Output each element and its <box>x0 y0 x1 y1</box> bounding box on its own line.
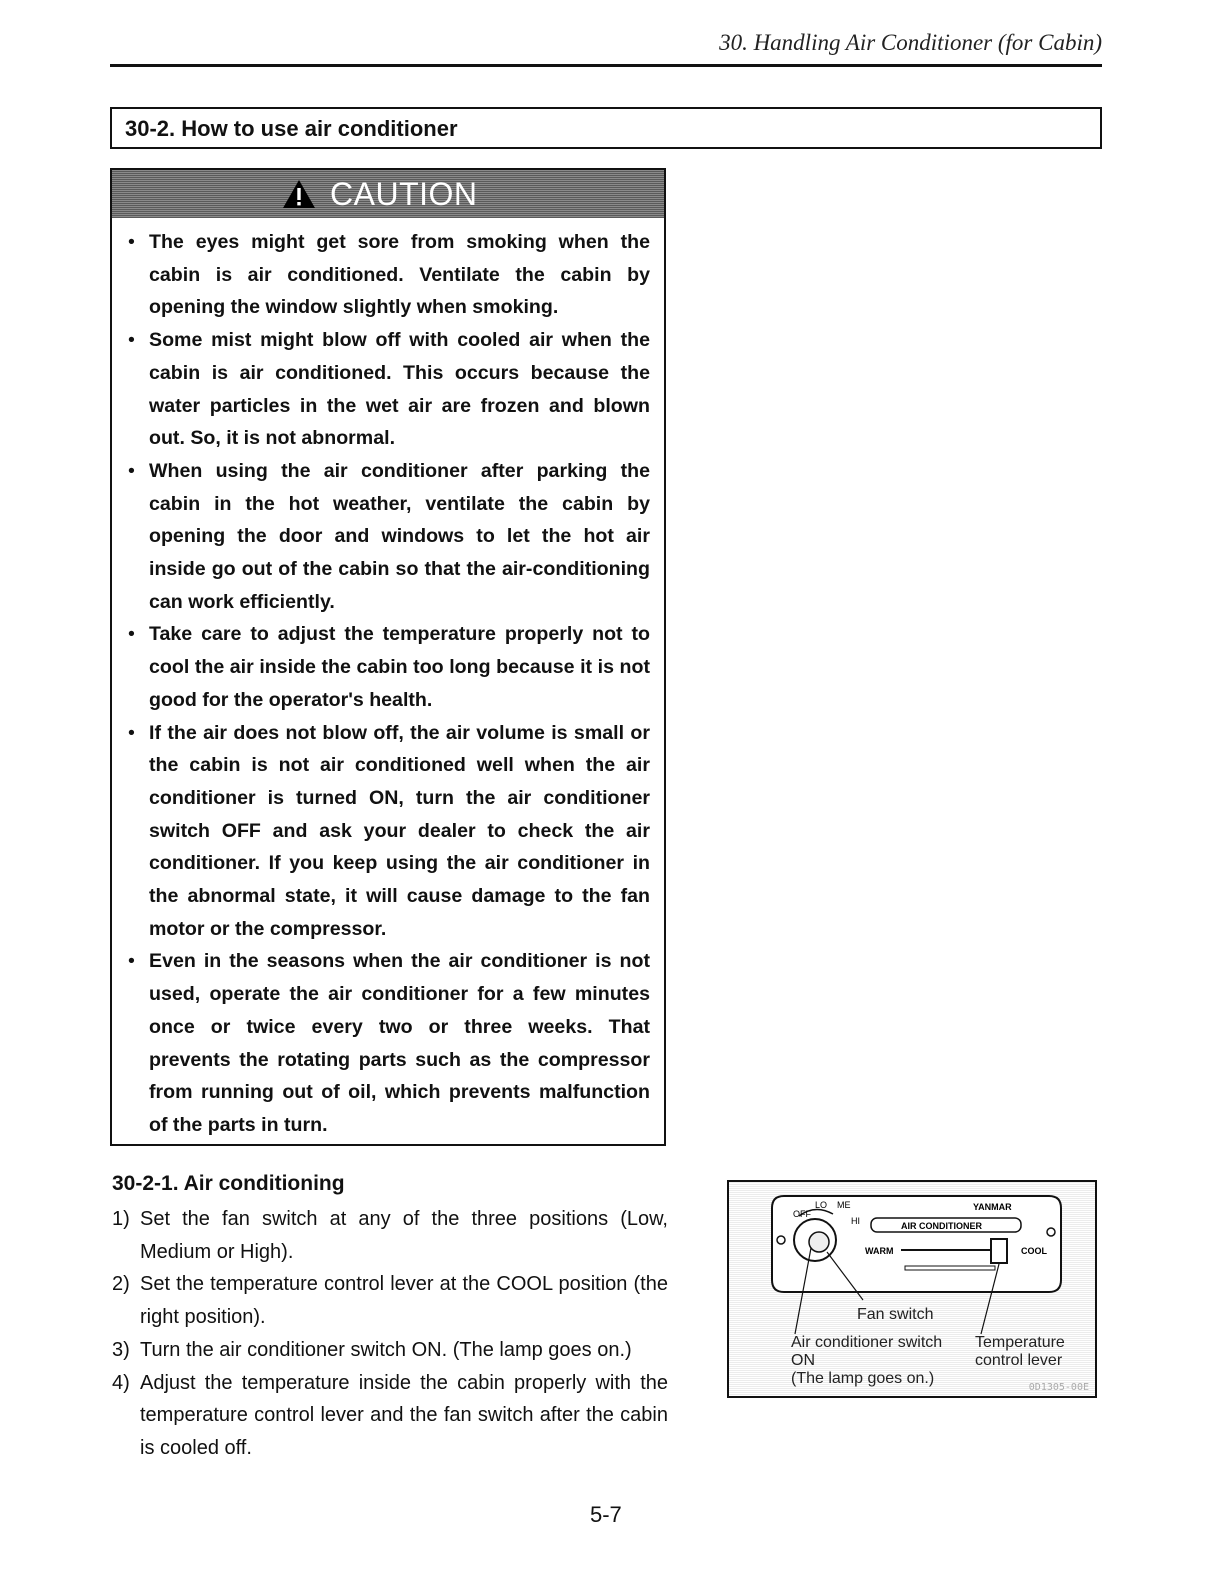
step-number: 3) <box>112 1338 130 1361</box>
page-number: 5-7 <box>590 1502 622 1527</box>
caution-item <box>128 226 650 324</box>
caution-item <box>128 455 650 619</box>
lever-slot <box>905 1266 995 1270</box>
panel-label-me: ME <box>837 1200 851 1210</box>
caution-band <box>112 170 664 218</box>
subsection-title: 30-2-1. Air conditioning <box>112 1172 345 1195</box>
ac-switch-label-line2: ON <box>791 1352 815 1369</box>
bullet-icon: • <box>128 721 135 744</box>
step-item <box>112 1203 668 1268</box>
step-text: Set the fan switch at any of the three positions (Low, Medium or High). <box>140 1208 668 1263</box>
caution-heading <box>282 173 478 215</box>
panel-label-hi: HI <box>851 1216 860 1226</box>
step-item <box>112 1268 668 1333</box>
panel-ac-label: AIR CONDITIONER <box>901 1221 982 1231</box>
panel-warm-label: WARM <box>865 1246 894 1256</box>
temperature-lever <box>991 1239 1007 1263</box>
section-title: 30-2. How to use air conditioner <box>125 116 458 141</box>
temperature-lever-label-line2: control lever <box>975 1352 1063 1369</box>
step-number: 4) <box>112 1371 130 1394</box>
control-panel-figure <box>727 1180 1097 1398</box>
caution-box <box>110 168 666 1146</box>
step-number: 2) <box>112 1273 130 1296</box>
section-heading-box <box>110 107 1102 149</box>
caution-item <box>128 618 650 716</box>
caution-item-text: Take care to adjust the temperature properly not to cool the air inside the cabin too long because it is not good for the operator's health. <box>149 623 650 711</box>
caution-item <box>128 717 650 946</box>
ac-switch-label <box>791 1334 942 1388</box>
caution-item <box>128 945 650 1141</box>
bullet-icon: • <box>128 459 135 482</box>
fan-switch-label: Fan switch <box>857 1306 934 1323</box>
caution-item-text: Even in the seasons when the air conditioner is not used, operate the air conditioner for a few minutes once or twice every two or three weeks. That prevents the rotating parts such as the compressor from running out of oil, which prevents malfunction of the parts in turn. <box>149 950 650 1136</box>
panel-label-off: OFF <box>793 1209 811 1219</box>
temperature-lever-label-line1: Temperature <box>975 1334 1065 1351</box>
panel-cool-label: COOL <box>1021 1246 1047 1256</box>
panel-label-lo: LO <box>815 1200 828 1210</box>
step-text: Adjust the temperature inside the cabin properly with the temperature control lever and the fan switch after the cabin is cooled off. <box>140 1371 668 1459</box>
running-header: 30. Handling Air Conditioner (for Cabin) <box>719 30 1102 55</box>
caution-item <box>128 324 650 455</box>
header-rule <box>110 64 1102 67</box>
bullet-icon: • <box>128 329 135 352</box>
caution-list <box>128 226 650 1142</box>
step-number: 1) <box>112 1208 130 1230</box>
step-item <box>112 1334 668 1367</box>
bullet-icon: • <box>128 950 135 973</box>
caution-item-text: If the air does not blow off, the air volume is small or the cabin is not air conditioned well when the air conditioner is turned ON, turn the air conditioner switch OFF and ask your dealer to check the air conditioner. If you keep using the air conditioner in the abnormal state, it will cause damage to the fan motor or the compressor. <box>149 721 650 940</box>
ac-switch-button <box>809 1232 829 1252</box>
caution-item-text: When using the air conditioner after parking the cabin in the hot weather, ventilate the cabin by opening the door and windows to let the hot air inside go out of the cabin so that the air-conditioning can work efficiently. <box>149 459 650 613</box>
bullet-icon: • <box>128 231 135 253</box>
panel-brand: YANMAR <box>973 1202 1012 1212</box>
step-text: Turn the air conditioner switch ON. (The lamp goes on.) <box>140 1338 632 1361</box>
caution-item-text: Some mist might blow off with cooled air when the cabin is air conditioned. This occurs because the water particles in the wet air are frozen and blown out. So, it is not abnormal. <box>149 329 650 450</box>
bullet-icon: • <box>128 623 135 646</box>
step-item <box>112 1367 668 1465</box>
ac-switch-label-line1: Air conditioner switch <box>791 1334 943 1351</box>
ac-switch-label-line3: (The lamp goes on.) <box>791 1370 935 1387</box>
caution-item-text: The eyes might get sore from smoking when the cabin is air conditioned. Ventilate the cabin by opening the window slightly when smoking. <box>149 231 650 319</box>
warning-triangle-icon <box>282 179 316 209</box>
caution-title: CAUTION <box>330 175 478 212</box>
step-text: Set the temperature control lever at the COOL position (the right position). <box>140 1273 668 1329</box>
temperature-lever-label <box>975 1334 1065 1370</box>
figure-code: 0D1305-00E <box>1028 1382 1089 1393</box>
step-list <box>112 1203 668 1465</box>
